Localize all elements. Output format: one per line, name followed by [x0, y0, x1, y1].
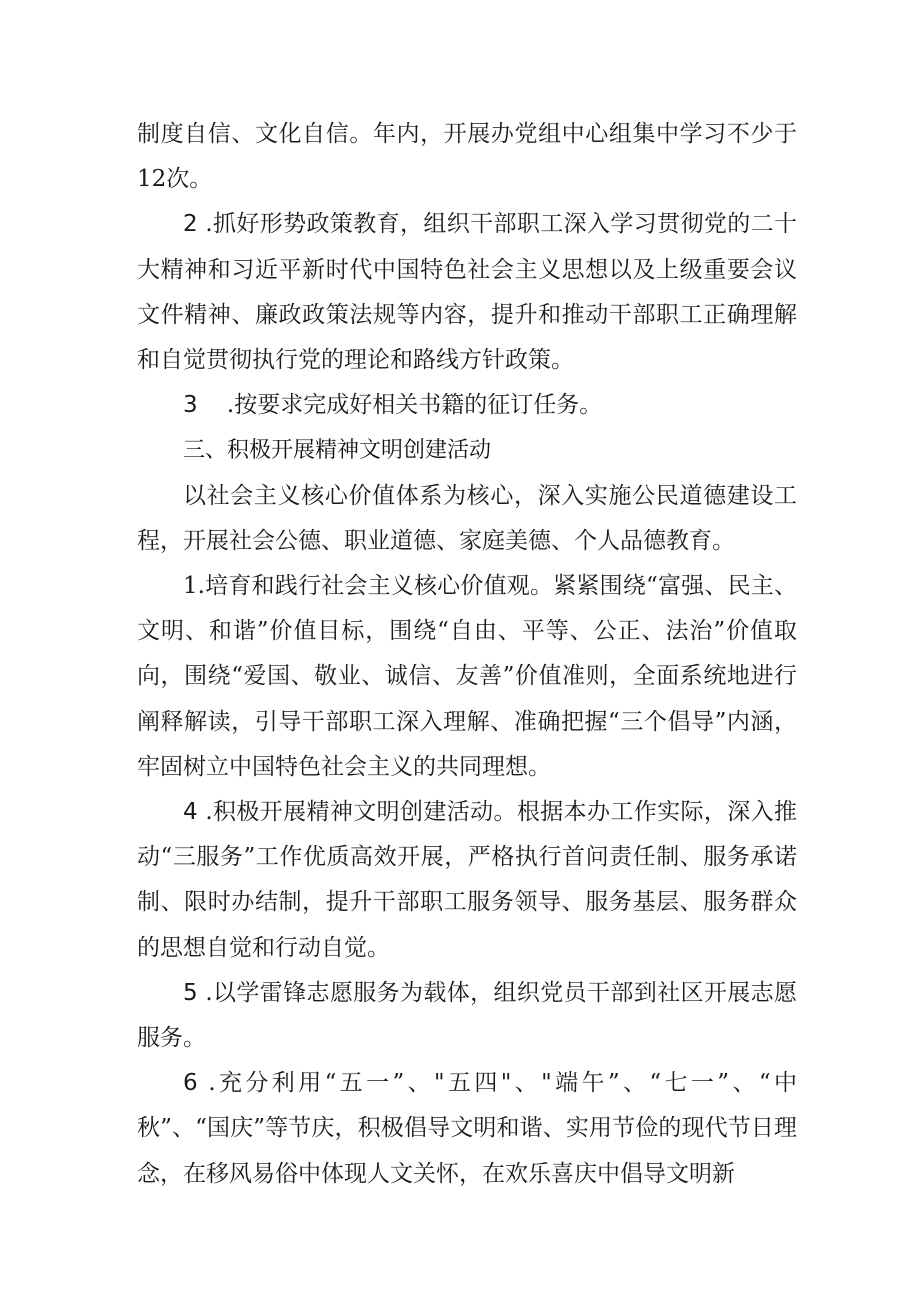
paragraph-text: 制度自信、文化自信。年内，开展办党组中心组集中学习不少于12次。 [137, 121, 797, 193]
paragraph-text: .积极开展精神文明创建活动。根据本办工作实际，深入推动“三服务”工作优质高效开展，严格执行首问责任制、服务承诺制、限时办结制，提升干部职工服务领导、服务基层、服务群众的思想自觉和行动自觉。 [137, 799, 797, 961]
paragraph-intro [137, 474, 797, 564]
paragraph-text: .以学雷锋志愿服务为载体，组织党员干部到社区开展志愿服务。 [137, 979, 797, 1052]
item-number: 2 [183, 211, 198, 238]
paragraph-text: .充分利用“五一”、"五四"、"端午”、“七一”、“中秋”、“国庆”等节庆，积极倡导文明和谐、实用节俭的现代节日理念，在移风易俗中体现人文关怀，在欢乐喜庆中倡导文明新 [137, 1070, 797, 1187]
paragraph-item-6 [137, 1061, 797, 1197]
item-number: 5 [183, 979, 198, 1006]
item-number: 3 [183, 392, 198, 419]
paragraph-continued [137, 112, 797, 202]
document-body [137, 112, 797, 1197]
paragraph-text: 以社会主义核心价值体系为核心，深入实施公民道德建设工程，开展社会公德、职业道德、家庭美德、个人品德教育。 [137, 482, 797, 554]
item-number: 6 [183, 1070, 198, 1097]
paragraph-text: .抓好形势政策教育，组织干部职工深入学习贯彻党的二十大精神和习近平新时代中国特色社会主义思想以及上级重要会议文件精神、廉政政策法规等内容，提升和推动干部职工正确理解和自觉贯彻执行党的理论和路线方针政策。 [137, 211, 797, 374]
paragraph-item-5 [137, 971, 797, 1061]
section-heading: 三、积极开展精神文明创建活动 [183, 438, 492, 464]
paragraph-item-1 [137, 564, 797, 790]
paragraph-item-4 [137, 790, 797, 971]
paragraph-item-2 [137, 202, 797, 383]
item-number: 4 [183, 799, 198, 826]
paragraph-text: .按要求完成好相关书籍的征订任务。 [197, 392, 603, 419]
paragraph-text: 1.培育和践行社会主义核心价值观。紧紧围绕“富强、民主、文明、和谐”价值目标，围绕“自由、平等、公正、法治”价值取向，围绕“爱国、敬业、诚信、友善”价值准则，全面系统地进行阐释解读，引导干部职工深入理解、准确把握“三个倡导”内涵，牢固树立中国特色社会主义的共同理想。 [137, 573, 797, 780]
paragraph-item-3 [137, 383, 797, 428]
